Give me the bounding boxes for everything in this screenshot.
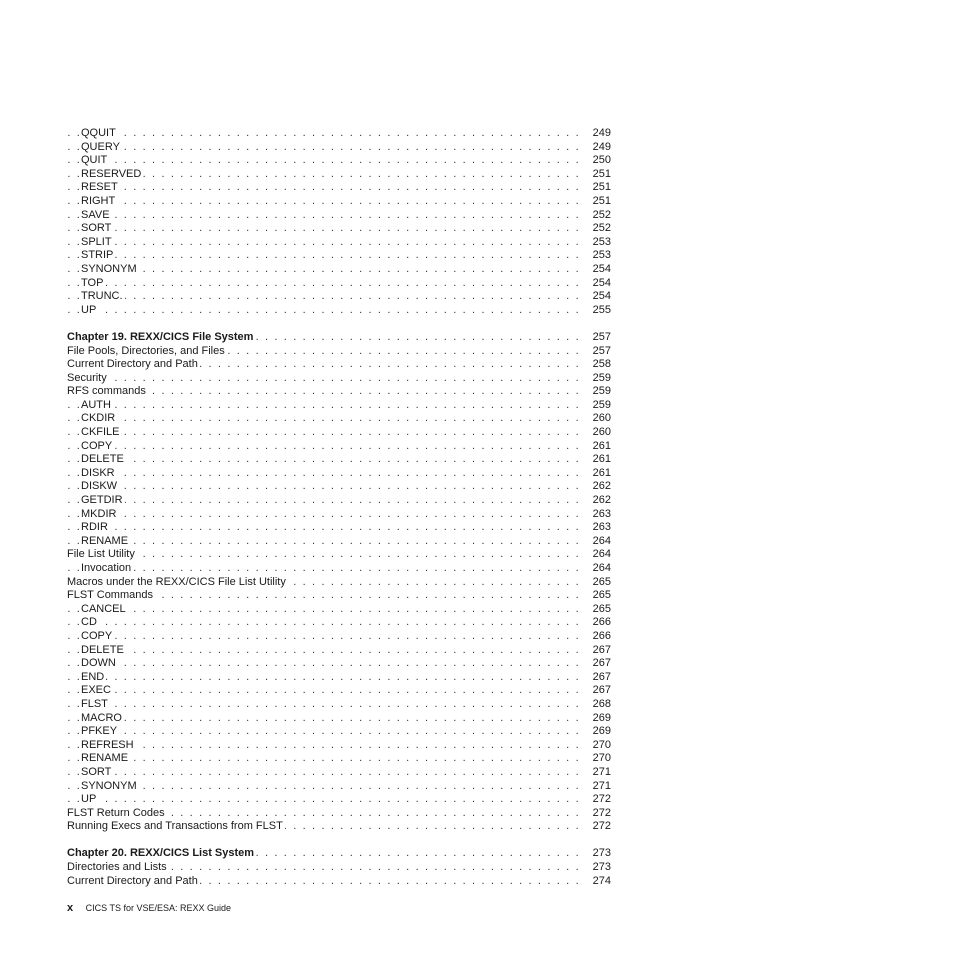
toc-entry-title: EXEC bbox=[81, 684, 111, 697]
dot-leader bbox=[67, 698, 585, 712]
toc-entry-title: SYNONYM bbox=[81, 262, 137, 275]
toc-entry[interactable] bbox=[67, 304, 611, 318]
toc-entry-page: 272 bbox=[592, 806, 611, 819]
toc-entry[interactable] bbox=[67, 562, 611, 576]
toc-entry-title: UP bbox=[81, 793, 97, 806]
page-footer bbox=[67, 902, 231, 914]
toc-entry-page: 257 bbox=[592, 344, 611, 357]
toc-entry-page: 249 bbox=[592, 127, 611, 139]
toc-entry-title: RENAME bbox=[81, 534, 129, 547]
toc-entry-title: RDIR bbox=[81, 521, 108, 534]
toc-entry-title: SORT bbox=[81, 222, 112, 235]
toc-chapter-entry[interactable] bbox=[67, 847, 611, 861]
toc-entry-page: 252 bbox=[592, 208, 611, 221]
toc-entry[interactable] bbox=[67, 236, 611, 250]
dot-leader bbox=[67, 290, 585, 304]
toc-entry[interactable] bbox=[67, 671, 611, 685]
toc-entry-page: 266 bbox=[592, 629, 611, 642]
toc-entry[interactable] bbox=[67, 168, 611, 182]
toc-entry[interactable] bbox=[67, 698, 611, 712]
toc-entry[interactable] bbox=[67, 508, 611, 522]
toc-entry[interactable] bbox=[67, 467, 611, 481]
toc-entry-title: FLST Commands bbox=[67, 589, 153, 602]
toc-entry[interactable] bbox=[67, 127, 611, 141]
dot-leader bbox=[67, 739, 585, 753]
toc-entry[interactable] bbox=[67, 372, 611, 386]
dot-leader bbox=[67, 195, 585, 209]
toc-entry-page: 272 bbox=[592, 820, 611, 833]
toc-entry-page: 251 bbox=[592, 181, 611, 194]
toc-entry[interactable] bbox=[67, 494, 611, 508]
dot-leader bbox=[67, 766, 585, 780]
dot-leader bbox=[67, 508, 585, 522]
toc-entry-page: 254 bbox=[592, 262, 611, 275]
toc-entry-title: DELETE bbox=[81, 453, 124, 466]
toc-entry-title: PFKEY bbox=[81, 725, 118, 738]
toc-entry-page: 252 bbox=[592, 222, 611, 235]
dot-leader bbox=[67, 494, 585, 508]
toc-entry[interactable] bbox=[67, 399, 611, 413]
dot-leader bbox=[67, 480, 585, 494]
dot-leader bbox=[67, 752, 585, 766]
dot-leader bbox=[67, 467, 585, 481]
toc-entry-title: CKFILE bbox=[81, 426, 120, 439]
toc-entry[interactable] bbox=[67, 875, 611, 889]
dot-leader bbox=[67, 453, 585, 467]
dot-leader bbox=[67, 249, 585, 263]
toc-entry[interactable] bbox=[67, 385, 611, 399]
toc-entry-page: 267 bbox=[592, 657, 611, 670]
toc-entry-page: 259 bbox=[592, 371, 611, 384]
toc-entry-title: RIGHT bbox=[81, 194, 116, 207]
toc-entry-title: Macros under the REXX/CICS File List Utility bbox=[67, 575, 286, 588]
toc-entry-page: 251 bbox=[592, 194, 611, 207]
toc-entry-title: GETDIR bbox=[81, 494, 123, 507]
toc-entry-page: 263 bbox=[592, 507, 611, 520]
toc-entry-page: 251 bbox=[592, 167, 611, 180]
toc-entry[interactable] bbox=[67, 630, 611, 644]
dot-leader bbox=[67, 236, 585, 250]
toc-entry-page: 269 bbox=[592, 711, 611, 724]
toc-entry-page: 254 bbox=[592, 276, 611, 289]
toc-entry[interactable] bbox=[67, 548, 611, 562]
toc-entry-page: 264 bbox=[592, 562, 611, 574]
toc-entry[interactable] bbox=[67, 521, 611, 535]
footer-page-number: x bbox=[67, 902, 74, 914]
dot-leader bbox=[67, 168, 585, 182]
dot-leader bbox=[67, 304, 585, 318]
toc-entry[interactable] bbox=[67, 277, 611, 291]
toc-entry[interactable] bbox=[67, 195, 611, 209]
toc-entry-title: MKDIR bbox=[81, 507, 117, 520]
toc-entry[interactable] bbox=[67, 807, 611, 821]
toc-entry-page: 261 bbox=[592, 453, 611, 466]
toc-entry-title: Security bbox=[67, 371, 107, 384]
toc-entry-title: RESET bbox=[81, 181, 118, 194]
dot-leader bbox=[67, 222, 585, 236]
toc-entry[interactable] bbox=[67, 426, 611, 440]
toc-entry[interactable] bbox=[67, 209, 611, 223]
toc-entry-title: CANCEL bbox=[81, 602, 126, 615]
toc-entry-title: CKDIR bbox=[81, 412, 116, 425]
toc-entry[interactable] bbox=[67, 141, 611, 155]
toc-entry-page: 265 bbox=[592, 575, 611, 588]
toc-entry[interactable] bbox=[67, 154, 611, 168]
toc-entry-page: 250 bbox=[592, 154, 611, 167]
toc-entry[interactable] bbox=[67, 345, 611, 359]
toc-entry-title: File List Utility bbox=[67, 548, 135, 561]
toc-entry-title: COPY bbox=[81, 439, 113, 452]
toc-entry-page: 264 bbox=[592, 548, 611, 561]
toc-entry[interactable] bbox=[67, 290, 611, 304]
toc-entry[interactable] bbox=[67, 358, 611, 372]
toc-entry[interactable] bbox=[67, 820, 611, 834]
toc-entry-title: FLST Return Codes bbox=[67, 806, 165, 819]
toc-entry-title: MACRO bbox=[81, 711, 122, 724]
toc-entry[interactable] bbox=[67, 453, 611, 467]
dot-leader bbox=[67, 141, 585, 155]
toc-entry-page: 267 bbox=[592, 670, 611, 683]
dot-leader bbox=[67, 412, 585, 426]
toc-entry-page: 272 bbox=[592, 793, 611, 806]
toc-entry-title: RENAME bbox=[81, 752, 129, 765]
toc-entry-title: SYNONYM bbox=[81, 779, 137, 792]
toc-entry-page: 249 bbox=[592, 140, 611, 153]
toc-entry-title: UP bbox=[81, 303, 97, 316]
toc-entry-page: 262 bbox=[592, 494, 611, 507]
toc-entry-title: TOP bbox=[81, 276, 104, 289]
dot-leader bbox=[67, 209, 585, 223]
toc-entry[interactable] bbox=[67, 752, 611, 766]
toc-entry-page: 257 bbox=[592, 330, 611, 343]
dot-leader bbox=[67, 277, 585, 291]
dot-leader bbox=[67, 562, 585, 576]
toc-entry[interactable] bbox=[67, 780, 611, 794]
toc-entry[interactable] bbox=[67, 535, 611, 549]
toc-entry-title: Current Directory and Path bbox=[67, 358, 198, 371]
toc-entry-title: REFRESH bbox=[81, 738, 134, 751]
toc-entry-page: 262 bbox=[592, 480, 611, 493]
toc-chapter-entry[interactable] bbox=[67, 331, 611, 345]
dot-leader bbox=[67, 372, 585, 386]
toc-entry[interactable] bbox=[67, 603, 611, 617]
toc-entry-page: 270 bbox=[592, 738, 611, 751]
dot-leader bbox=[67, 399, 585, 413]
toc-entry-title: Directories and Lists bbox=[67, 861, 167, 874]
toc-entry[interactable] bbox=[67, 263, 611, 277]
toc-entry-page: 258 bbox=[592, 358, 611, 371]
toc-entry-page: 270 bbox=[592, 752, 611, 765]
toc-entry-title: QUERY bbox=[81, 140, 120, 153]
toc-entry-title: STRIP bbox=[81, 249, 114, 262]
toc-entry-page: 264 bbox=[592, 534, 611, 547]
toc-entry[interactable] bbox=[67, 644, 611, 658]
toc-entry[interactable] bbox=[67, 440, 611, 454]
toc-entry[interactable] bbox=[67, 725, 611, 739]
toc-entry-page: 261 bbox=[592, 466, 611, 479]
toc-entry-title: QUIT bbox=[81, 154, 108, 167]
dot-leader bbox=[67, 780, 585, 794]
toc-entry-page: 268 bbox=[592, 697, 611, 710]
toc-entry-title: Invocation bbox=[81, 562, 132, 574]
toc-entry-title: CD bbox=[81, 616, 97, 629]
dot-leader bbox=[67, 793, 585, 807]
toc-entry-page: 259 bbox=[592, 385, 611, 398]
toc-entry[interactable] bbox=[67, 766, 611, 780]
toc-entry-page: 267 bbox=[592, 684, 611, 697]
toc-entry-page: 274 bbox=[592, 874, 611, 887]
dot-leader bbox=[67, 521, 585, 535]
toc-entry[interactable] bbox=[67, 181, 611, 195]
dot-leader bbox=[67, 630, 585, 644]
toc-entry[interactable] bbox=[67, 222, 611, 236]
toc-entry-title: DELETE bbox=[81, 643, 124, 656]
toc-entry-title: END bbox=[81, 670, 105, 683]
toc-entry-page: 273 bbox=[592, 847, 611, 860]
toc-entry-page: 269 bbox=[592, 725, 611, 738]
toc-entry-page: 253 bbox=[592, 235, 611, 248]
toc-entry-title: TRUNC. bbox=[81, 290, 123, 303]
toc-entry[interactable] bbox=[67, 576, 611, 590]
toc-entry-page: 271 bbox=[592, 765, 611, 778]
toc-entry-page: 259 bbox=[592, 398, 611, 411]
dot-leader bbox=[67, 548, 585, 562]
dot-leader bbox=[67, 535, 585, 549]
toc-entry-title: SAVE bbox=[81, 208, 110, 221]
toc-entry-page: 273 bbox=[592, 861, 611, 874]
table-of-contents bbox=[67, 127, 611, 888]
toc-entry-page: 260 bbox=[592, 412, 611, 425]
toc-entry-page: 255 bbox=[592, 303, 611, 316]
dot-leader bbox=[67, 712, 585, 726]
toc-entry-title: RESERVED bbox=[81, 167, 142, 180]
toc-entry[interactable] bbox=[67, 412, 611, 426]
toc-entry-title: DOWN bbox=[81, 657, 116, 670]
toc-entry[interactable] bbox=[67, 249, 611, 263]
dot-leader bbox=[67, 657, 585, 671]
dot-leader bbox=[67, 603, 585, 617]
toc-entry-title: AUTH bbox=[81, 398, 111, 411]
toc-entry-title: DISKW bbox=[81, 480, 118, 493]
dot-leader bbox=[67, 440, 585, 454]
dot-leader bbox=[67, 671, 585, 685]
toc-entry[interactable] bbox=[67, 861, 611, 875]
dot-leader bbox=[67, 616, 585, 630]
toc-entry[interactable] bbox=[67, 589, 611, 603]
toc-entry[interactable] bbox=[67, 739, 611, 753]
toc-entry-title: Chapter 19. REXX/CICS File System bbox=[67, 330, 254, 343]
dot-leader bbox=[67, 644, 585, 658]
toc-entry[interactable] bbox=[67, 712, 611, 726]
toc-entry-page: 267 bbox=[592, 643, 611, 656]
toc-entry-page: 265 bbox=[592, 602, 611, 615]
toc-entry-title: QQUIT bbox=[81, 127, 116, 139]
toc-entry-title: SPLIT bbox=[81, 235, 112, 248]
dot-leader bbox=[67, 154, 585, 168]
toc-entry-title: COPY bbox=[81, 629, 113, 642]
toc-entry-title: FLST bbox=[81, 697, 108, 710]
dot-leader bbox=[67, 725, 585, 739]
toc-entry-page: 263 bbox=[592, 521, 611, 534]
toc-entry[interactable] bbox=[67, 793, 611, 807]
toc-entry-title: Current Directory and Path bbox=[67, 874, 198, 887]
dot-leader bbox=[67, 127, 585, 141]
toc-entry[interactable] bbox=[67, 657, 611, 671]
toc-entry[interactable] bbox=[67, 684, 611, 698]
toc-entry-page: 260 bbox=[592, 426, 611, 439]
footer-book-title: CICS TS for VSE/ESA: REXX Guide bbox=[85, 903, 232, 913]
dot-leader bbox=[67, 426, 585, 440]
toc-entry[interactable] bbox=[67, 616, 611, 630]
dot-leader bbox=[67, 181, 585, 195]
toc-entry-title: Chapter 20. REXX/CICS List System bbox=[67, 847, 255, 860]
toc-entry-page: 254 bbox=[592, 290, 611, 303]
toc-entry-page: 265 bbox=[592, 589, 611, 602]
toc-entry-page: 271 bbox=[592, 779, 611, 792]
toc-entry-title: RFS commands bbox=[67, 385, 146, 398]
toc-entry-title: DISKR bbox=[81, 466, 115, 479]
toc-entry-page: 261 bbox=[592, 439, 611, 452]
toc-entry-page: 266 bbox=[592, 616, 611, 629]
toc-entry-title: SORT bbox=[81, 765, 112, 778]
dot-leader bbox=[67, 263, 585, 277]
toc-entry-page: 253 bbox=[592, 249, 611, 262]
toc-entry-title: Running Execs and Transactions from FLST bbox=[67, 820, 283, 833]
dot-leader bbox=[67, 684, 585, 698]
toc-entry[interactable] bbox=[67, 480, 611, 494]
toc-entry-title: File Pools, Directories, and Files bbox=[67, 344, 225, 357]
